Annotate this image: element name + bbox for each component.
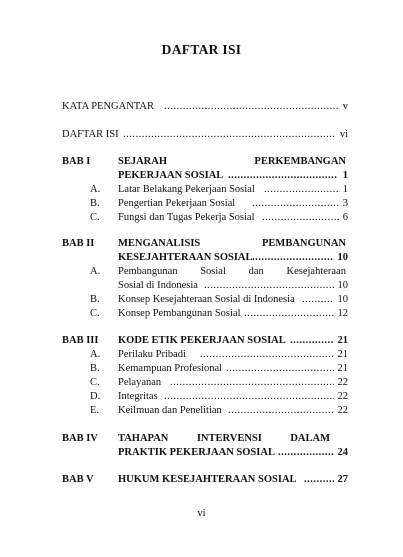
toc-page-number: 22	[337, 377, 348, 388]
toc-leader-dots	[123, 129, 336, 141]
toc-leader-dots	[244, 308, 334, 320]
toc-leader-dots	[252, 252, 334, 264]
toc-page-number: 21	[337, 363, 348, 374]
toc-page-number: 3	[342, 198, 348, 209]
toc-leader-dots	[200, 349, 334, 361]
toc-page-number: 6	[342, 212, 348, 223]
sub-letter: C.	[90, 308, 100, 319]
page-title: DAFTAR ISI	[161, 42, 242, 57]
toc-page-number: 1	[342, 184, 348, 195]
toc-leader-dots	[252, 198, 340, 210]
chapter-number: BAB II	[62, 238, 95, 249]
toc-leader-dots	[170, 377, 334, 389]
sub-letter: A.	[90, 349, 101, 360]
toc-leader-dots	[204, 280, 334, 292]
sub-letter: D.	[90, 391, 101, 402]
toc-leader-dots	[262, 212, 340, 224]
toc-page-number: 21	[337, 335, 348, 346]
toc-leader-dots	[228, 405, 334, 417]
toc-page-number: 27	[337, 474, 348, 485]
sub-letter: B.	[90, 363, 100, 374]
toc-leader-dots	[278, 447, 334, 459]
sub-text: Kemampuan Profesional	[118, 363, 223, 374]
toc-leader-dots	[228, 170, 338, 182]
chapter-title-word: PERKEMBANGAN	[254, 156, 346, 167]
chapter-title-line1	[118, 156, 346, 168]
sub-letter: B.	[90, 294, 100, 305]
chapter-title-line2: PEKERJAAN SOSIAL	[118, 170, 224, 181]
sub-text-word: Pembangunan	[118, 266, 178, 277]
toc-page-number: v	[342, 101, 348, 112]
chapter-title-word: MENGANALISIS	[118, 238, 201, 249]
sub-text-word: Sosial	[200, 266, 226, 277]
toc-page-number: 24	[337, 447, 348, 458]
chapter-title-line1	[118, 238, 346, 250]
chapter-title-line2: PRAKTIK PEKERJAAN SOSIAL	[118, 447, 275, 458]
sub-text-line1	[118, 266, 346, 278]
sub-text-word: dan	[248, 266, 264, 277]
sub-text: Keilmuan dan Penelitian	[118, 405, 222, 416]
chapter-number: BAB III	[62, 335, 99, 346]
chapter-number: BAB I	[62, 156, 91, 167]
toc-page-number: 10	[337, 294, 348, 305]
toc-leader-dots	[302, 294, 334, 306]
sub-text: Konsep Kesejahteraan Sosial di Indonesia	[118, 294, 295, 305]
chapter-title: KODE ETIK PEKERJAAN SOSIAL	[118, 335, 286, 346]
sub-text: Fungsi dan Tugas Pekerja Sosial	[118, 212, 255, 223]
chapter-title-word: PEMBANGUNAN	[262, 238, 346, 249]
toc-page-number: 22	[337, 391, 348, 402]
sub-text: Pelayanan	[118, 377, 162, 388]
toc-label: DAFTAR ISI	[62, 129, 119, 140]
sub-letter: A.	[90, 266, 101, 277]
chapter-title-line2: KESEJAHTERAAN SOSIAL	[118, 252, 253, 263]
chapter-number: BAB IV	[62, 433, 98, 444]
toc-page-number: 12	[337, 308, 348, 319]
sub-letter: B.	[90, 198, 100, 209]
toc-page-number: 21	[337, 349, 348, 360]
chapter-number: BAB V	[62, 474, 94, 485]
toc-page-number: 22	[337, 405, 348, 416]
chapter-title: HUKUM KESEJAHTERAAN SOSIAL	[118, 474, 297, 485]
toc-leader-dots	[290, 335, 334, 347]
sub-text: Konsep Pembangunan Sosial	[118, 308, 241, 319]
toc-page-number: vi	[339, 129, 348, 140]
toc-label: KATA PENGANTAR	[62, 101, 154, 112]
sub-text: Latar Belakang Pekerjaan Sosial	[118, 184, 255, 195]
sub-text: Pengertian Pekerjaan Sosial	[118, 198, 236, 209]
sub-text-word: Kesejahteraan	[286, 266, 346, 277]
chapter-title-word: INTERVENSI	[196, 433, 262, 444]
toc-page-number: 1	[342, 170, 348, 181]
sub-text: Sosial di Indonesia	[118, 280, 198, 291]
toc-leader-dots	[304, 474, 334, 486]
chapter-title-word: SEJARAH	[118, 156, 168, 167]
toc-leader-dots	[264, 184, 340, 196]
sub-letter: C.	[90, 377, 100, 388]
toc-leader-dots	[226, 363, 334, 375]
chapter-title-word: DALAM	[290, 433, 330, 444]
page-footer-number: vi	[197, 508, 206, 519]
chapter-title-line1	[118, 433, 330, 445]
sub-letter: E.	[90, 405, 100, 416]
sub-text: Perilaku Pribadi	[118, 349, 186, 360]
sub-letter: C.	[90, 212, 100, 223]
chapter-title-word: TAHAPAN	[118, 433, 169, 444]
toc-leader-dots	[164, 101, 338, 113]
sub-text: Integritas	[118, 391, 158, 402]
toc-leader-dots	[164, 391, 334, 403]
toc-page-number: 10	[337, 252, 348, 263]
sub-letter: A.	[90, 184, 101, 195]
toc-page-number: 10	[337, 280, 348, 291]
